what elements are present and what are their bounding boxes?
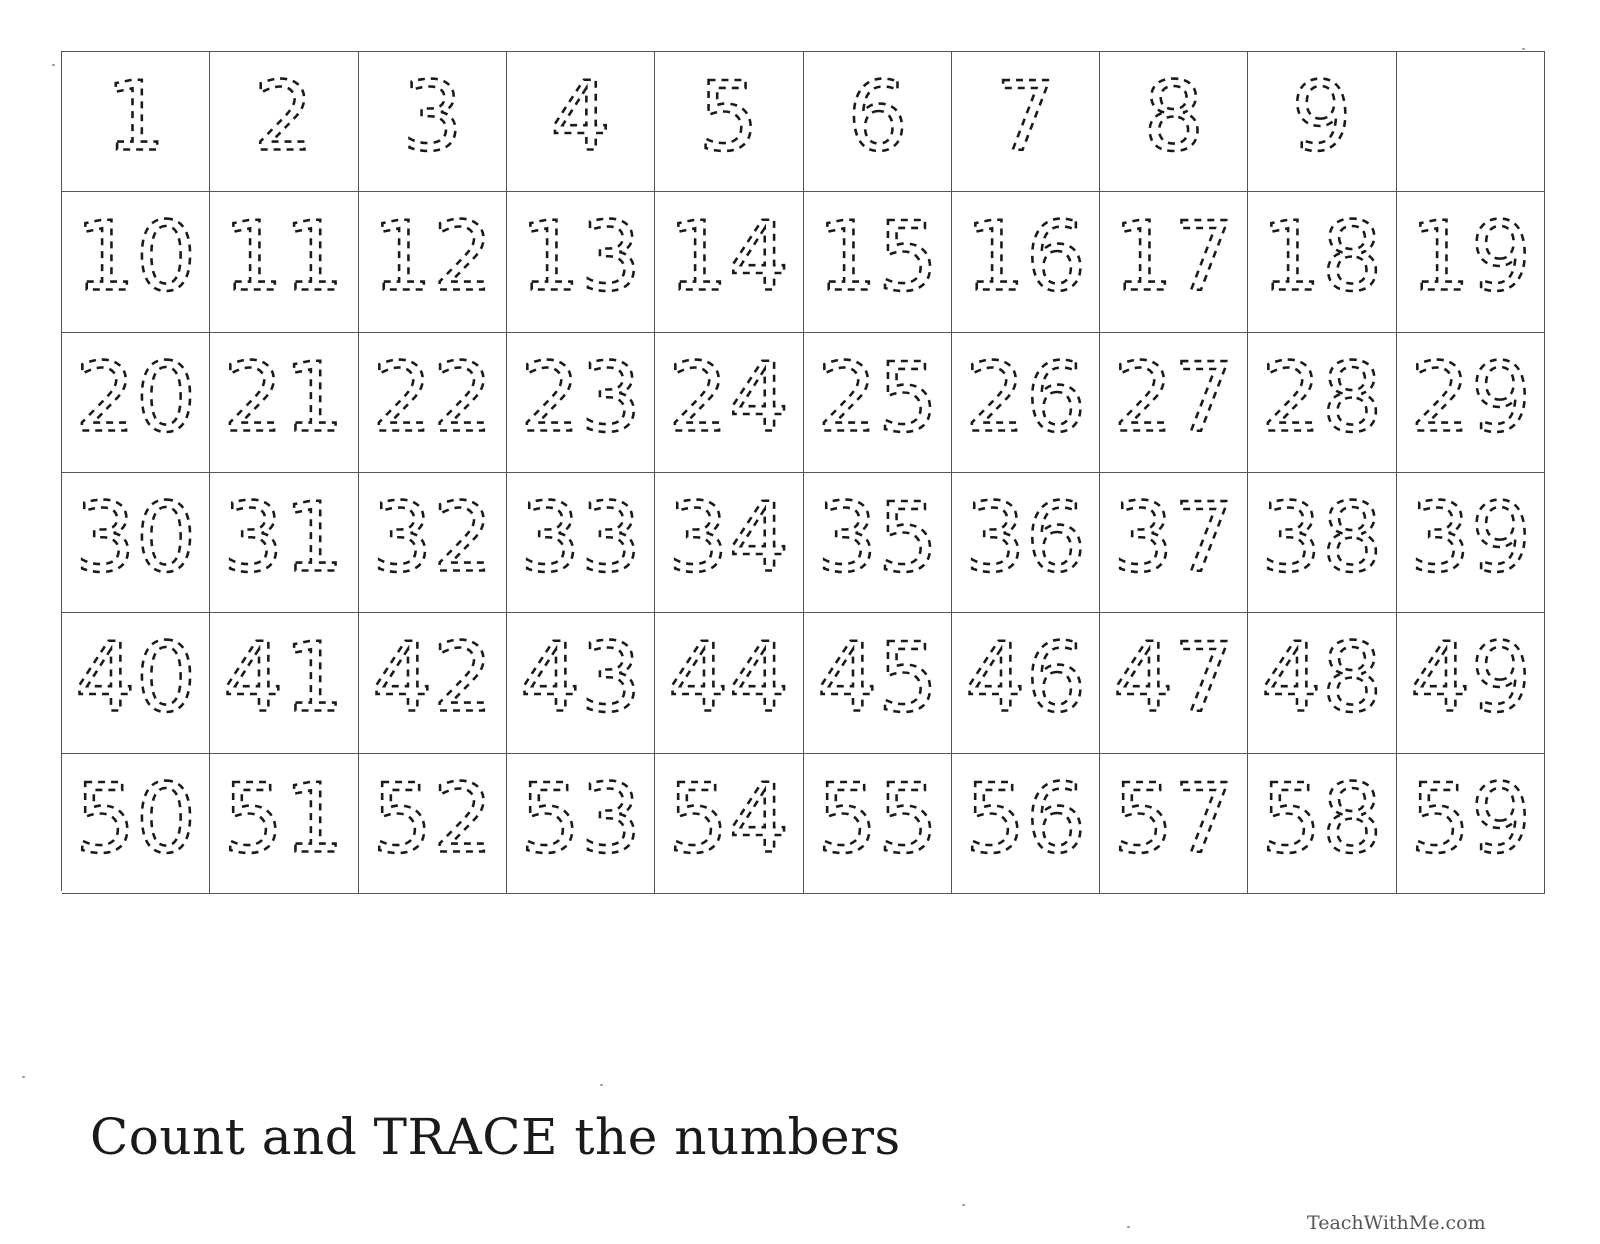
trace-number: 19 (1409, 200, 1532, 313)
trace-number: 47 (1112, 621, 1235, 734)
trace-number-graphic (655, 613, 802, 752)
trace-number-graphic (359, 52, 506, 191)
trace-number: 23 (519, 341, 642, 454)
trace-number-graphic (1248, 754, 1395, 893)
trace-number-graphic (1100, 754, 1247, 893)
number-cell-54 (655, 754, 803, 894)
trace-number-graphic (1100, 473, 1247, 612)
trace-number: 40 (74, 621, 197, 734)
trace-number-graphic (359, 473, 506, 612)
number-cell-33 (507, 473, 655, 613)
trace-number: 30 (74, 481, 197, 594)
trace-number-graphic (952, 333, 1099, 472)
brand-watermark: TeachWithMe.com (1307, 1212, 1486, 1234)
trace-number-graphic (62, 192, 209, 331)
trace-number-graphic (1397, 754, 1544, 893)
trace-number-graphic (507, 754, 654, 893)
scan-speck (22, 1076, 25, 1078)
trace-number-graphic (1100, 52, 1247, 191)
trace-number-graphic (952, 192, 1099, 331)
number-cell-38 (1248, 473, 1396, 613)
number-cell-48 (1248, 613, 1396, 753)
trace-number-graphic (1100, 613, 1247, 752)
number-cell-42 (359, 613, 507, 753)
number-trace-grid (61, 51, 1545, 891)
number-cell-20 (62, 333, 210, 473)
trace-number-graphic (655, 754, 802, 893)
number-cell-35 (804, 473, 952, 613)
trace-number: 46 (964, 621, 1087, 734)
trace-number: 32 (371, 481, 494, 594)
trace-number-graphic (359, 192, 506, 331)
trace-number-graphic (804, 613, 951, 752)
trace-number: 22 (371, 341, 494, 454)
trace-number: 21 (223, 341, 345, 454)
number-cell-14 (655, 192, 803, 332)
trace-number-graphic (1248, 52, 1395, 191)
number-cell-22 (359, 333, 507, 473)
trace-number: 49 (1409, 621, 1532, 734)
trace-number-graphic (62, 613, 209, 752)
trace-number-graphic (655, 192, 802, 331)
trace-number: 43 (519, 621, 642, 734)
trace-number-graphic (507, 192, 654, 331)
number-cell-24 (655, 333, 803, 473)
number-cell-6 (804, 52, 952, 192)
trace-number: 15 (816, 200, 938, 313)
number-cell-47 (1100, 613, 1248, 753)
trace-number: 6 (846, 60, 908, 173)
trace-number: 28 (1261, 341, 1383, 454)
trace-number-graphic (804, 473, 951, 612)
number-cell-5 (655, 52, 803, 192)
number-cell-43 (507, 613, 655, 753)
trace-number-graphic (1248, 192, 1395, 331)
trace-number-graphic (210, 754, 357, 893)
trace-number: 34 (668, 481, 790, 594)
trace-number-graphic (210, 473, 357, 612)
trace-number-graphic (1100, 192, 1247, 331)
trace-number-graphic (210, 613, 357, 752)
number-cell-3 (359, 52, 507, 192)
trace-number: 5 (698, 60, 760, 173)
number-cell-56 (952, 754, 1100, 894)
number-cell-17 (1100, 192, 1248, 332)
trace-number-graphic (210, 52, 357, 191)
number-cell-44 (655, 613, 803, 753)
trace-number: 52 (371, 762, 494, 875)
trace-number-graphic (1248, 613, 1395, 752)
trace-number: 25 (816, 341, 938, 454)
number-cell-36 (952, 473, 1100, 613)
number-cell-26 (952, 333, 1100, 473)
trace-number: 18 (1261, 200, 1383, 313)
number-cell-18 (1248, 192, 1396, 332)
number-cell-55 (804, 754, 952, 894)
trace-number-graphic (507, 333, 654, 472)
trace-number: 39 (1409, 481, 1532, 594)
trace-number: 42 (371, 621, 494, 734)
trace-number-graphic (1100, 333, 1247, 472)
trace-number: 16 (964, 200, 1087, 313)
number-cell-27 (1100, 333, 1248, 473)
trace-number: 54 (668, 762, 790, 875)
trace-number-graphic (62, 52, 209, 191)
trace-number: 50 (74, 762, 197, 875)
number-cell-30 (62, 473, 210, 613)
trace-number: 2 (253, 60, 315, 173)
number-cell-23 (507, 333, 655, 473)
trace-number: 56 (964, 762, 1087, 875)
trace-number-graphic (1397, 333, 1544, 472)
number-cell-39 (1397, 473, 1545, 613)
trace-number-graphic (210, 333, 357, 472)
trace-number: 20 (74, 341, 197, 454)
number-cell-45 (804, 613, 952, 753)
number-cell-7 (952, 52, 1100, 192)
scan-speck (1522, 48, 1525, 50)
trace-number: 38 (1261, 481, 1383, 594)
trace-number: 24 (668, 341, 790, 454)
trace-number-graphic (1248, 473, 1395, 612)
number-cell-51 (210, 754, 358, 894)
number-cell-50 (62, 754, 210, 894)
trace-number-graphic (804, 52, 951, 191)
trace-number: 11 (223, 200, 345, 313)
trace-number-graphic (62, 473, 209, 612)
number-cell-31 (210, 473, 358, 613)
trace-number-graphic (655, 473, 802, 612)
number-cell-11 (210, 192, 358, 332)
trace-number-graphic (804, 333, 951, 472)
number-cell-10 (62, 192, 210, 332)
trace-number-graphic (952, 52, 1099, 191)
trace-number-graphic (655, 52, 802, 191)
trace-number: 57 (1112, 762, 1235, 875)
trace-number: 3 (401, 60, 463, 173)
trace-number-graphic (507, 613, 654, 752)
trace-number: 37 (1112, 481, 1235, 594)
number-cell-57 (1100, 754, 1248, 894)
trace-number: 35 (816, 481, 938, 594)
trace-number-graphic (1397, 613, 1544, 752)
trace-number: 45 (816, 621, 938, 734)
trace-number: 7 (995, 60, 1056, 173)
trace-number: 29 (1409, 341, 1532, 454)
trace-number: 9 (1291, 60, 1353, 173)
trace-number: 31 (223, 481, 345, 594)
trace-number: 8 (1143, 60, 1205, 173)
trace-number-graphic (507, 473, 654, 612)
trace-number-graphic (507, 52, 654, 191)
empty-cell (1397, 52, 1545, 192)
scan-speck (600, 1084, 603, 1086)
trace-number-graphic (952, 754, 1099, 893)
number-cell-59 (1397, 754, 1545, 894)
trace-number-graphic (952, 613, 1099, 752)
trace-number-graphic (359, 613, 506, 752)
trace-number: 53 (519, 762, 642, 875)
trace-number: 44 (668, 621, 790, 734)
number-cell-32 (359, 473, 507, 613)
trace-number: 26 (964, 341, 1087, 454)
trace-number: 41 (223, 621, 345, 734)
number-cell-41 (210, 613, 358, 753)
trace-number-graphic (359, 333, 506, 472)
trace-number-graphic (62, 333, 209, 472)
trace-number: 13 (519, 200, 642, 313)
number-cell-1 (62, 52, 210, 192)
number-cell-29 (1397, 333, 1545, 473)
number-cell-15 (804, 192, 952, 332)
number-cell-58 (1248, 754, 1396, 894)
number-cell-34 (655, 473, 803, 613)
number-cell-28 (1248, 333, 1396, 473)
number-cell-8 (1100, 52, 1248, 192)
number-cell-13 (507, 192, 655, 332)
number-cell-21 (210, 333, 358, 473)
trace-number-graphic (1397, 473, 1544, 612)
number-cell-46 (952, 613, 1100, 753)
number-cell-4 (507, 52, 655, 192)
trace-number-graphic (804, 192, 951, 331)
number-cell-9 (1248, 52, 1396, 192)
number-cell-12 (359, 192, 507, 332)
trace-number: 58 (1261, 762, 1383, 875)
trace-number-graphic (804, 754, 951, 893)
trace-number: 14 (668, 200, 790, 313)
number-cell-19 (1397, 192, 1545, 332)
trace-number-graphic (359, 754, 506, 893)
number-cell-16 (952, 192, 1100, 332)
number-cell-37 (1100, 473, 1248, 613)
trace-number: 12 (371, 200, 494, 313)
trace-number: 33 (519, 481, 642, 594)
trace-number-graphic (1248, 333, 1395, 472)
number-cell-53 (507, 754, 655, 894)
trace-number: 59 (1409, 762, 1532, 875)
trace-number: 10 (74, 200, 197, 313)
scan-speck (962, 1204, 965, 1206)
trace-number: 27 (1112, 341, 1235, 454)
trace-number: 51 (223, 762, 345, 875)
number-cell-2 (210, 52, 358, 192)
scan-speck (52, 64, 55, 66)
number-cell-40 (62, 613, 210, 753)
trace-number-graphic (210, 192, 357, 331)
trace-number-graphic (62, 754, 209, 893)
trace-number: 1 (105, 60, 167, 173)
trace-number: 4 (550, 60, 611, 173)
trace-number: 48 (1261, 621, 1383, 734)
number-cell-25 (804, 333, 952, 473)
scan-speck (1127, 1226, 1130, 1228)
trace-number: 36 (964, 481, 1087, 594)
trace-number: 17 (1112, 200, 1235, 313)
number-cell-52 (359, 754, 507, 894)
trace-number-graphic (655, 333, 802, 472)
number-cell-49 (1397, 613, 1545, 753)
trace-number-graphic (1397, 192, 1544, 331)
trace-number: 55 (816, 762, 938, 875)
trace-number-graphic (952, 473, 1099, 612)
worksheet-title: Count and TRACE the numbers (90, 1108, 901, 1166)
